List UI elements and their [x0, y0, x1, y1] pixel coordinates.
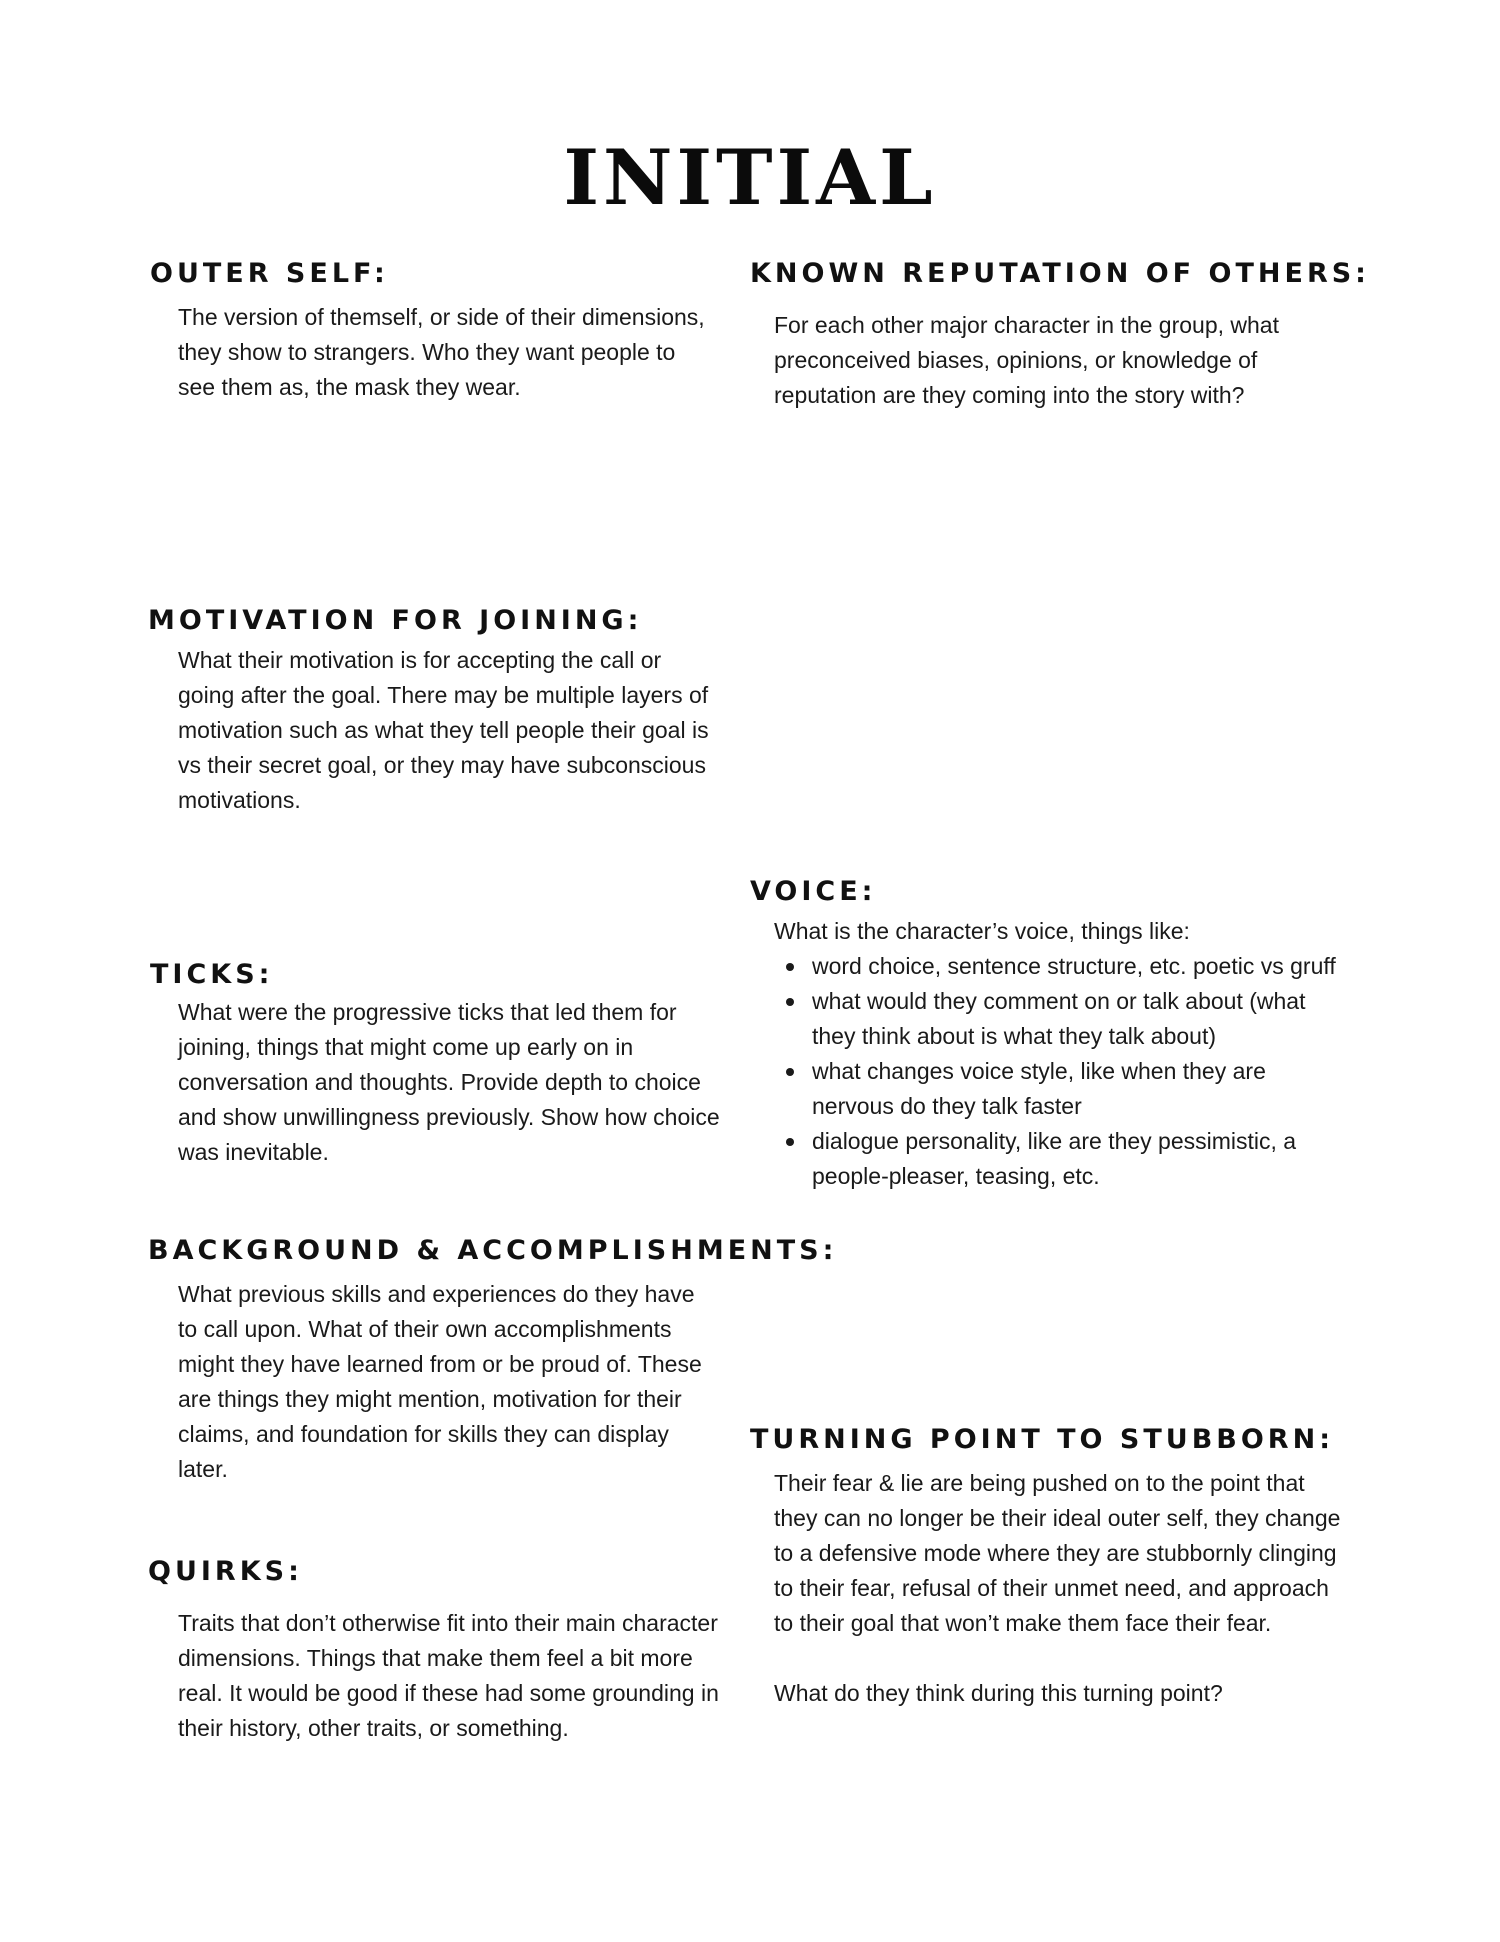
section-quirks [148, 1552, 718, 1746]
list-item: what would they comment on or talk about (what they think about is what they talk about) [774, 984, 1340, 1054]
section-body: Their fear & lie are being pushed on to the point that they can no longer be their ideal outer self, they change to a defensive mode where they are stubbornly clinging to their fear, refusal of their unmet need, and approach to their goal that won’t make them face their fear. [774, 1470, 1341, 1636]
section-heading: TICKS: [150, 959, 274, 990]
section-heading: VOICE: [750, 876, 877, 907]
bullet-icon [786, 998, 794, 1006]
section-body: What their motivation is for accepting the call or going after the goal. There may be multiple layers of motivation such as what they tell people their goal is vs their secret goal, or they may have subconscious motivations. [178, 647, 709, 813]
section-background [148, 1231, 838, 1487]
section-turning-point [750, 1420, 1370, 1711]
section-body: Traits that don’t otherwise fit into their main character dimensions. Things that make them feel a bit more real. It would be good if these had some grounding in their history, other traits, or something. [178, 1610, 719, 1741]
section-ticks [150, 955, 720, 1170]
section-body: The version of themself, or side of their dimensions, they show to strangers. Who they want people to see them as, the mask they wear. [178, 304, 705, 400]
section-body: What previous skills and experiences do they have to call upon. What of their own accomplishments might they have learned from or be proud of. These are things they might mention, motivation for their claims, and foundation for skills they can display later. [178, 1281, 702, 1482]
bullet-icon [786, 963, 794, 971]
list-item: what changes voice style, like when they are nervous do they talk faster [774, 1054, 1340, 1124]
section-motivation [148, 601, 718, 818]
section-question: What do they think during this turning point? [774, 1680, 1223, 1706]
section-voice [750, 872, 1370, 1194]
section-heading: KNOWN REPUTATION OF OTHERS: [750, 258, 1370, 289]
section-body: For each other major character in the group, what preconceived biases, opinions, or knowledge of reputation are they coming into the story with? [774, 312, 1279, 408]
bullet-icon [786, 1138, 794, 1146]
bullet-icon [786, 1068, 794, 1076]
list-item: word choice, sentence structure, etc. poetic vs gruff [774, 949, 1340, 984]
section-heading: OUTER SELF: [150, 258, 389, 289]
section-heading: BACKGROUND & ACCOMPLISHMENTS: [148, 1235, 838, 1266]
section-body: What were the progressive ticks that led them for joining, things that might come up early on in conversation and thoughts. Provide depth to choice and show unwillingness previously. Show how choice was inevitable. [178, 999, 720, 1165]
section-heading: TURNING POINT TO STUBBORN: [750, 1424, 1334, 1455]
section-intro: What is the character’s voice, things like: [774, 918, 1190, 944]
section-known-reputation [750, 254, 1370, 413]
page-title: INITIAL [563, 133, 937, 222]
voice-bullet-list [774, 949, 1340, 1194]
section-heading: QUIRKS: [148, 1556, 303, 1587]
section-outer-self [150, 254, 710, 405]
list-item: dialogue personality, like are they pessimistic, a people-pleaser, teasing, etc. [774, 1124, 1340, 1194]
section-heading: MOTIVATION FOR JOINING: [148, 605, 643, 636]
